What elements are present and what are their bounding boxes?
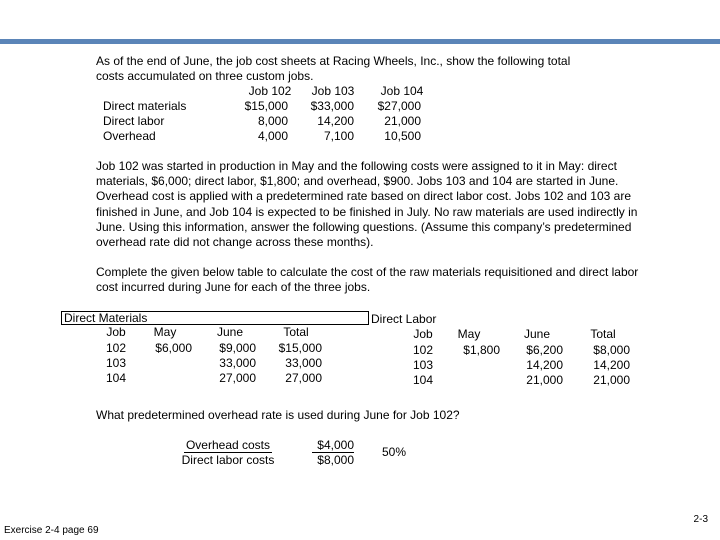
slide-number: 2-3 [693,514,708,525]
dm-header-job: Job [106,325,126,339]
dm-cell-june: 27,000 [219,371,256,385]
row-label-direct-labor: Direct labor [103,114,165,128]
rate-result: 50% [382,445,407,459]
cell-oh-103: 7,100 [323,129,354,143]
dm-cell-june: $9,000 [219,341,256,355]
cell-dl-103: 14,200 [317,114,354,128]
exercise-reference: Exercise 2-4 page 69 [4,525,99,536]
dl-cell-total: 21,000 [593,373,630,387]
dl-cell-june: 21,000 [526,373,563,387]
intro-paragraph [96,54,646,84]
description-line: materials, $6,000; direct labor, $1,800; and overhead, $900. Jobs 103 and 104 are started in June. [96,174,619,189]
cell-oh-104: 10,500 [384,129,421,143]
dl-header-total: Total [590,327,616,341]
dl-cell-total: 14,200 [593,358,630,372]
row-label-overhead: Overhead [103,129,156,143]
dl-header-june: June [523,327,551,341]
description-line: Overhead cost is applied with a predetermined rate based on direct labor cost. Jobs 102 and 103 are [96,189,631,204]
cell-dl-102: 8,000 [257,114,288,128]
dm-cell-job: 103 [105,356,127,370]
intro-line: costs accumulated on three custom jobs. [96,69,314,84]
dm-cell-may: $6,000 [155,341,192,355]
direct-labor-title: Direct Labor [371,312,437,326]
instruction-line: cost incurred during June for each of the three jobs. [96,280,371,295]
dm-cell-total: $15,000 [278,341,322,355]
cell-oh-102: 4,000 [257,129,288,143]
description-line: finished in June, and Job 104 is expected to be finished in July. No raw materials are used indirectly in [96,204,638,219]
instruction-line: Complete the given below table to calculate the cost of the raw materials requisitioned and direct labor [96,265,639,279]
dl-cell-may: $1,800 [463,343,500,357]
dl-cell-job: 103 [412,358,434,372]
cell-dm-102: $15,000 [244,99,288,113]
denominator-label: Direct labor costs [181,453,275,467]
dl-header-may: May [457,327,481,341]
col-header-job-103: Job 103 [311,84,355,98]
dl-cell-job: 102 [412,343,434,357]
direct-materials-title-box [61,311,369,325]
dl-cell-june: $6,200 [526,343,563,357]
numerator-label: Overhead costs [185,438,271,452]
dl-cell-job: 104 [412,373,434,387]
instruction-paragraph [96,265,646,295]
description-line: overhead rate did not change across these months). [96,235,374,250]
direct-materials-title: Direct Materials [64,311,148,325]
dm-cell-total: 33,000 [285,356,322,370]
denominator-value: $8,000 [317,453,354,467]
description-line: Job 102 was started in production in May and the following costs were assigned to it in May: direct [96,159,617,173]
dm-cell-total: 27,000 [285,371,322,385]
dm-header-total: Total [283,325,309,339]
row-label-direct-materials: Direct materials [103,99,187,113]
dl-header-job: Job [413,327,433,341]
dm-header-may: May [153,325,177,339]
dm-cell-job: 102 [105,341,127,355]
cell-dl-104: 21,000 [384,114,421,128]
dm-cell-june: 33,000 [219,356,256,370]
col-header-job-104: Job 104 [380,84,424,98]
dl-cell-total: $8,000 [593,343,630,357]
description-line: June. Using this information, answer the following questions. (Assume this company’s predetermined [96,219,632,234]
dm-cell-job: 104 [105,371,127,385]
cell-dm-104: $27,000 [377,99,421,113]
col-header-job-102: Job 102 [248,84,292,98]
description-paragraph [96,159,646,250]
dm-header-june: June [216,325,244,339]
intro-line: As of the end of June, the job cost sheets at Racing Wheels, Inc., show the following total [96,54,571,68]
cell-dm-103: $33,000 [310,99,354,113]
dl-cell-june: 14,200 [526,358,563,372]
numerator-value: $4,000 [312,438,354,453]
overhead-rate-question: What predetermined overhead rate is used during June for Job 102? [96,408,460,422]
top-accent-bar [0,39,720,44]
